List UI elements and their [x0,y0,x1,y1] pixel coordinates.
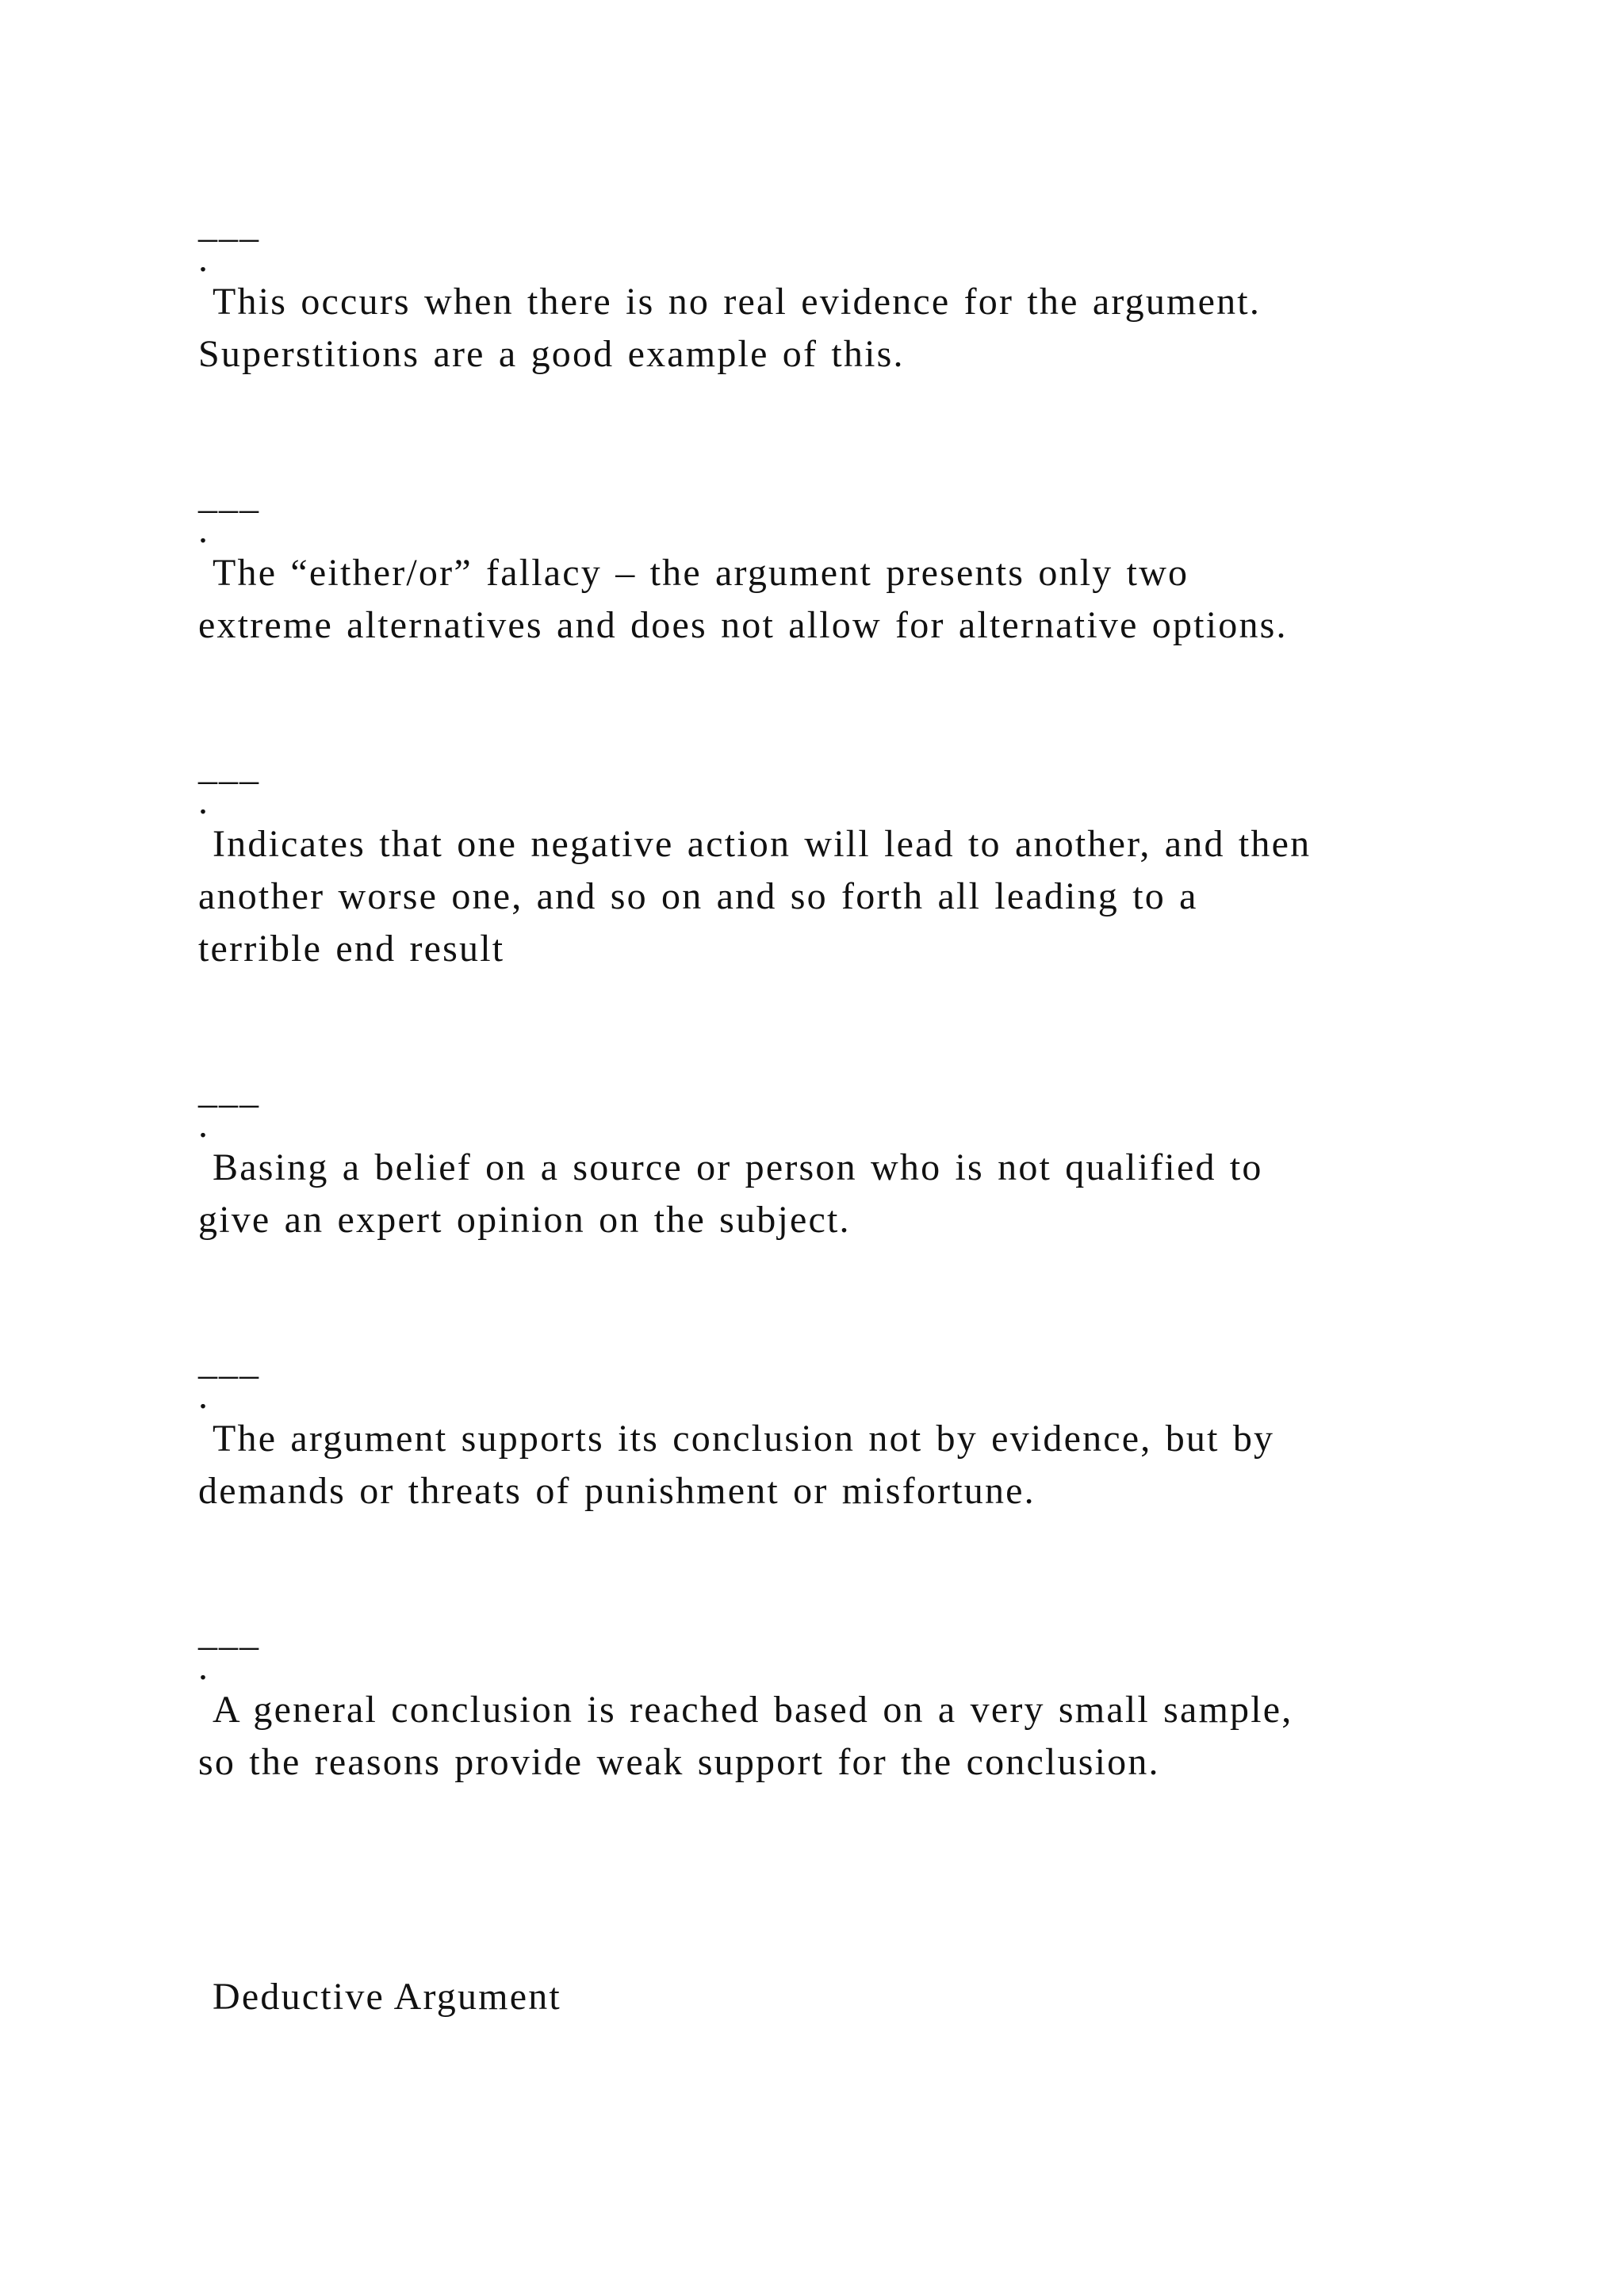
answer-blank: ___ [198,475,260,517]
answer-blank: ___ [198,1070,260,1112]
description-line: so the reasons provide weak support for the conclusion. [198,1741,1160,1783]
list-item [198,1070,1451,1246]
list-item [198,1341,1451,1517]
description-line: The “either/or” fallacy – the argument presents only two [213,552,1189,594]
description-line: Basing a belief on a source or person who is not qualified to [213,1146,1263,1188]
list-item [198,476,1451,652]
item-marker: . [198,1375,208,1417]
description-line: Indicates that one negative action will lead to another, and then [213,823,1312,865]
answer-blank: ___ [198,204,260,246]
description-line: terrible end result [198,928,505,970]
answer-blank: ___ [198,746,260,788]
answer-blank: ___ [198,1612,260,1654]
list-item [198,205,1451,381]
item-description [198,1413,1451,1517]
item-description [198,1142,1451,1246]
description-line: another worse one, and so on and so forth all leading to a [198,875,1198,917]
item-marker: . [198,509,208,551]
description-line: A general conclusion is reached based on a very small sample, [213,1689,1293,1731]
item-marker: . [198,780,208,822]
description-line: This occurs when there is no real evidence for the argument. [213,281,1262,323]
answer-blank: ___ [198,1341,260,1383]
description-line: demands or threats of punishment or misfortune. [198,1470,1036,1512]
item-description [198,547,1451,652]
item-marker: . [198,1104,208,1146]
item-description [198,818,1451,975]
list-item [198,747,1451,975]
item-description [198,276,1451,381]
item-description [198,1684,1451,1789]
list-item [198,1613,1451,1789]
description-line: The argument supports its conclusion not by evidence, but by [213,1418,1275,1460]
description-line: Superstitions are a good example of this. [198,333,905,375]
item-marker: . [198,238,208,280]
description-line: give an expert opinion on the subject. [198,1199,851,1241]
fallacy-list [198,205,1451,1884]
item-marker: . [198,1646,208,1688]
section-heading: Deductive Argument [213,1976,561,2018]
description-line: extreme alternatives and does not allow for alternative options. [198,604,1288,646]
